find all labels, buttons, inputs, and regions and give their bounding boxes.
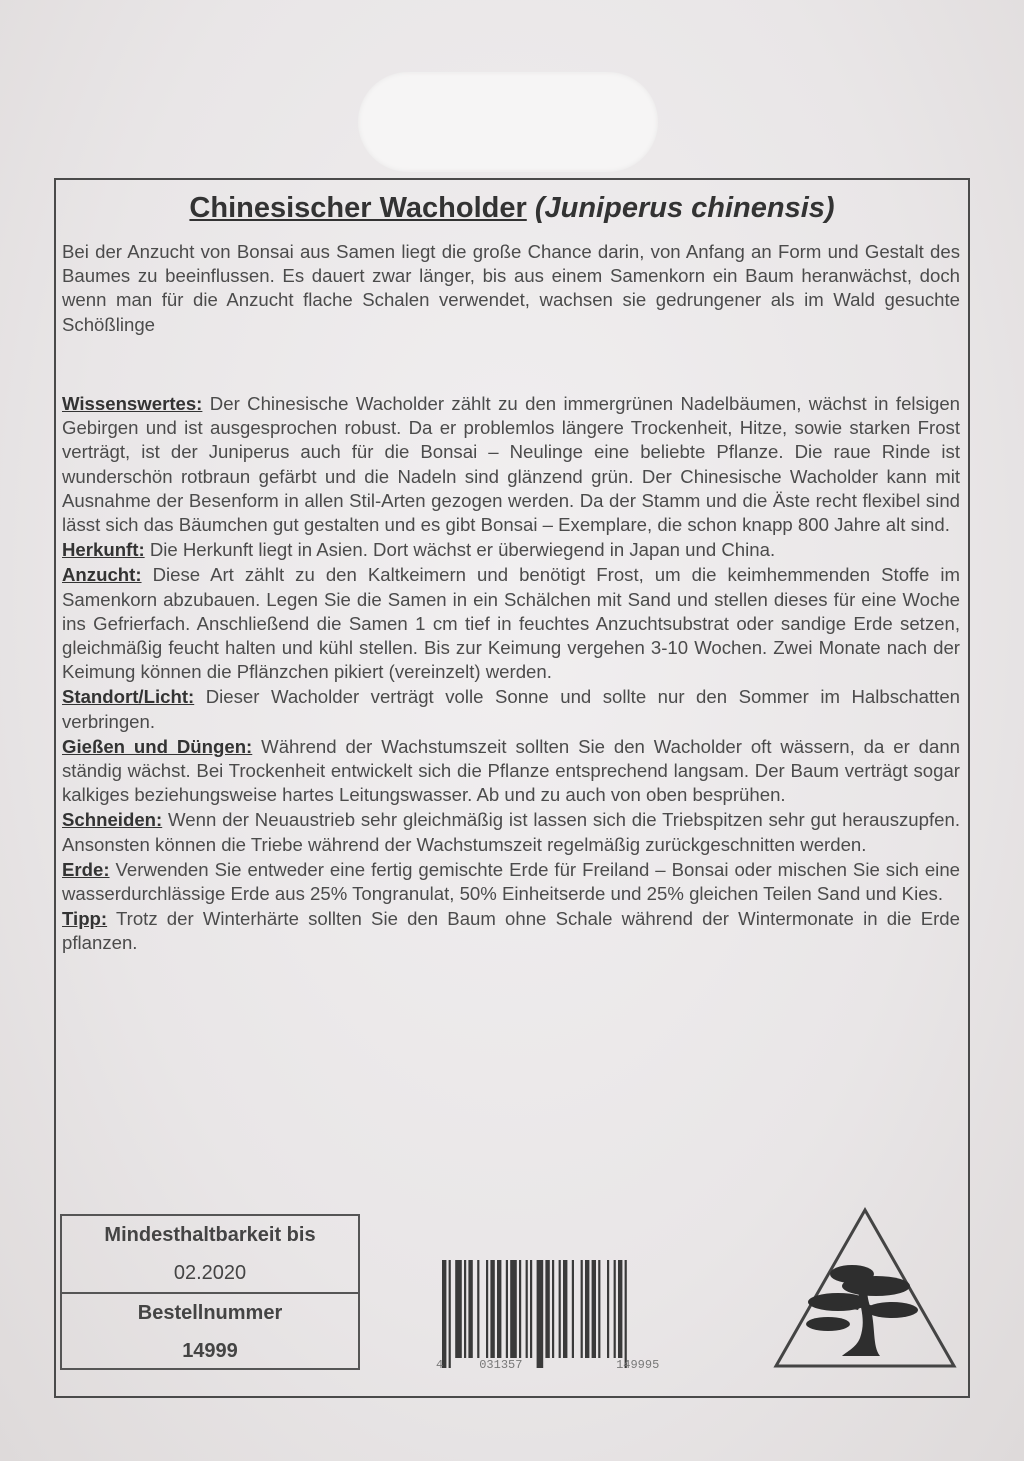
section-label: Tipp: (62, 908, 108, 930)
section-label: Herkunft: (62, 539, 145, 561)
section-label: Wissenswertes: (62, 393, 203, 414)
section-text: Verwenden Sie entweder eine fertig gemischte Erde für Freiland – Bonsai oder mischen Sie sich eine wasserdurchlässige Erde aus 25% Tongranulat, 50% Einheitserde und 25% gleichen Teilen Sand und Kies. (62, 858, 960, 905)
sections (62, 392, 960, 957)
barcode-digit-group: 149995 (616, 1358, 660, 1372)
section-herkunft (62, 538, 960, 562)
section-wissenswertes (62, 392, 960, 537)
latin-name: (Juniperus chinensis) (534, 192, 835, 224)
page-title (56, 188, 968, 228)
barcode-digit-group: 4 (436, 1358, 444, 1372)
order-number-label: Bestellnummer (62, 1292, 358, 1332)
barcode-digit-group: 031357 (479, 1358, 523, 1372)
section-tipp (62, 907, 960, 955)
bonsai-tree-triangle-icon (772, 1206, 958, 1372)
section-schneiden (62, 808, 960, 856)
best-before-label: Mindesthaltbarkeit bis (104, 1224, 316, 1246)
section-label: Anzucht: (62, 564, 142, 586)
section-label: Gießen und Düngen: (62, 735, 253, 757)
section-label: Standort/Licht: (62, 686, 195, 708)
section-text: Die Herkunft liegt in Asien. Dort wächst er überwiegend in Japan und China. (149, 539, 776, 561)
section-giessen (62, 735, 960, 808)
common-name: Chinesischer Wacholder (189, 192, 527, 224)
section-standort (62, 685, 960, 733)
intro-paragraph: Bei der Anzucht von Bonsai aus Samen liegt die große Chance darin, von Anfang an Form und Gestalt des Baumes zu beeinflussen. Es dauert zwar länger, bis aus einem Samenkorn ein Baum heranwächst, doch wenn man für die Anzucht flache Schalen verwendet, wachsen sie gedrungener als im Wald gesuchte Schößlinge (62, 241, 960, 335)
section-text: Dieser Wacholder verträgt volle Sonne und sollte nur den Sommer im Halbschatten verbringen. (62, 686, 960, 732)
section-label: Erde: (62, 858, 110, 880)
section-text: Der Chinesische Wacholder zählt zu den immergrünen Nadelbäumen, wächst in felsigen Gebirgen und ist ausgesprochen robust. Da er problemlos längere Trockenheit, Hitze, sowie starken Frost verträgt, ist der Juniperus auch für die Bonsai – Neulinge eine beliebte Pflanze. Die raue Rinde ist wunderschön rotbraun gefärbt und die Nadeln sind glänzend grün. Der Chinesische Wacholder kann mit Ausnahme der Besenform in allen Stil-Arten gezogen werden. Da der Stamm und die Äste recht flexibel sind lässt sich das Bäumchen gut gestalten und es gibt Bonsai – Exemplare, die schon knapp 800 Jahre alt sind. (62, 393, 961, 536)
section-label: Schneiden: (62, 809, 163, 831)
hang-hole (358, 72, 658, 172)
barcode-digits (436, 1358, 698, 1372)
order-number-value: 14999 (182, 1340, 238, 1362)
best-before-value: 02.2020 (173, 1262, 247, 1284)
section-anzucht (62, 563, 960, 684)
section-text: Während der Wachstumszeit sollten Sie den Wacholder oft wässern, da er dann ständig wächst. Bei Trockenheit entwickelt sich die Pflanze entsprechend langsam. Der Baum verträgt sogar kalkiges beziehungsweise hartes Leitungswasser. Ab und zu auch von oben besprühen. (62, 735, 961, 806)
section-erde (62, 858, 960, 906)
info-box (60, 1214, 360, 1370)
section-text: Wenn der Neuaustrieb sehr gleichmäßig ist lassen sich die Triebspitzen sehr gut herauszupfen. Ansonsten können die Triebe während der Wachstumszeit regelmäßig zurückgeschnitten werden. (62, 809, 960, 855)
section-text: Trotz der Winterhärte sollten Sie den Baum ohne Schale während der Wintermonate in die Erde pflanzen. (62, 908, 960, 954)
section-text: Diese Art zählt zu den Kaltkeimern und benötigt Frost, um die keimhemmenden Stoffe im Samenkorn abzubauen. Legen Sie die Samen in ein Schälchen mit Sand und stellen dieses für eine Woche ins Gefrierfach. Anschließend die Samen 1 cm tief in feuchtes Anzuchtsubstrat oder sandige Erde setzen, gleichmäßig feucht halten und kühl stellen. Bis zur Keimung vergehen 3-10 Wochen. Zwei Monate nach der Keimung können die Pflänzchen pikiert (vereinzelt) werden. (62, 564, 961, 683)
